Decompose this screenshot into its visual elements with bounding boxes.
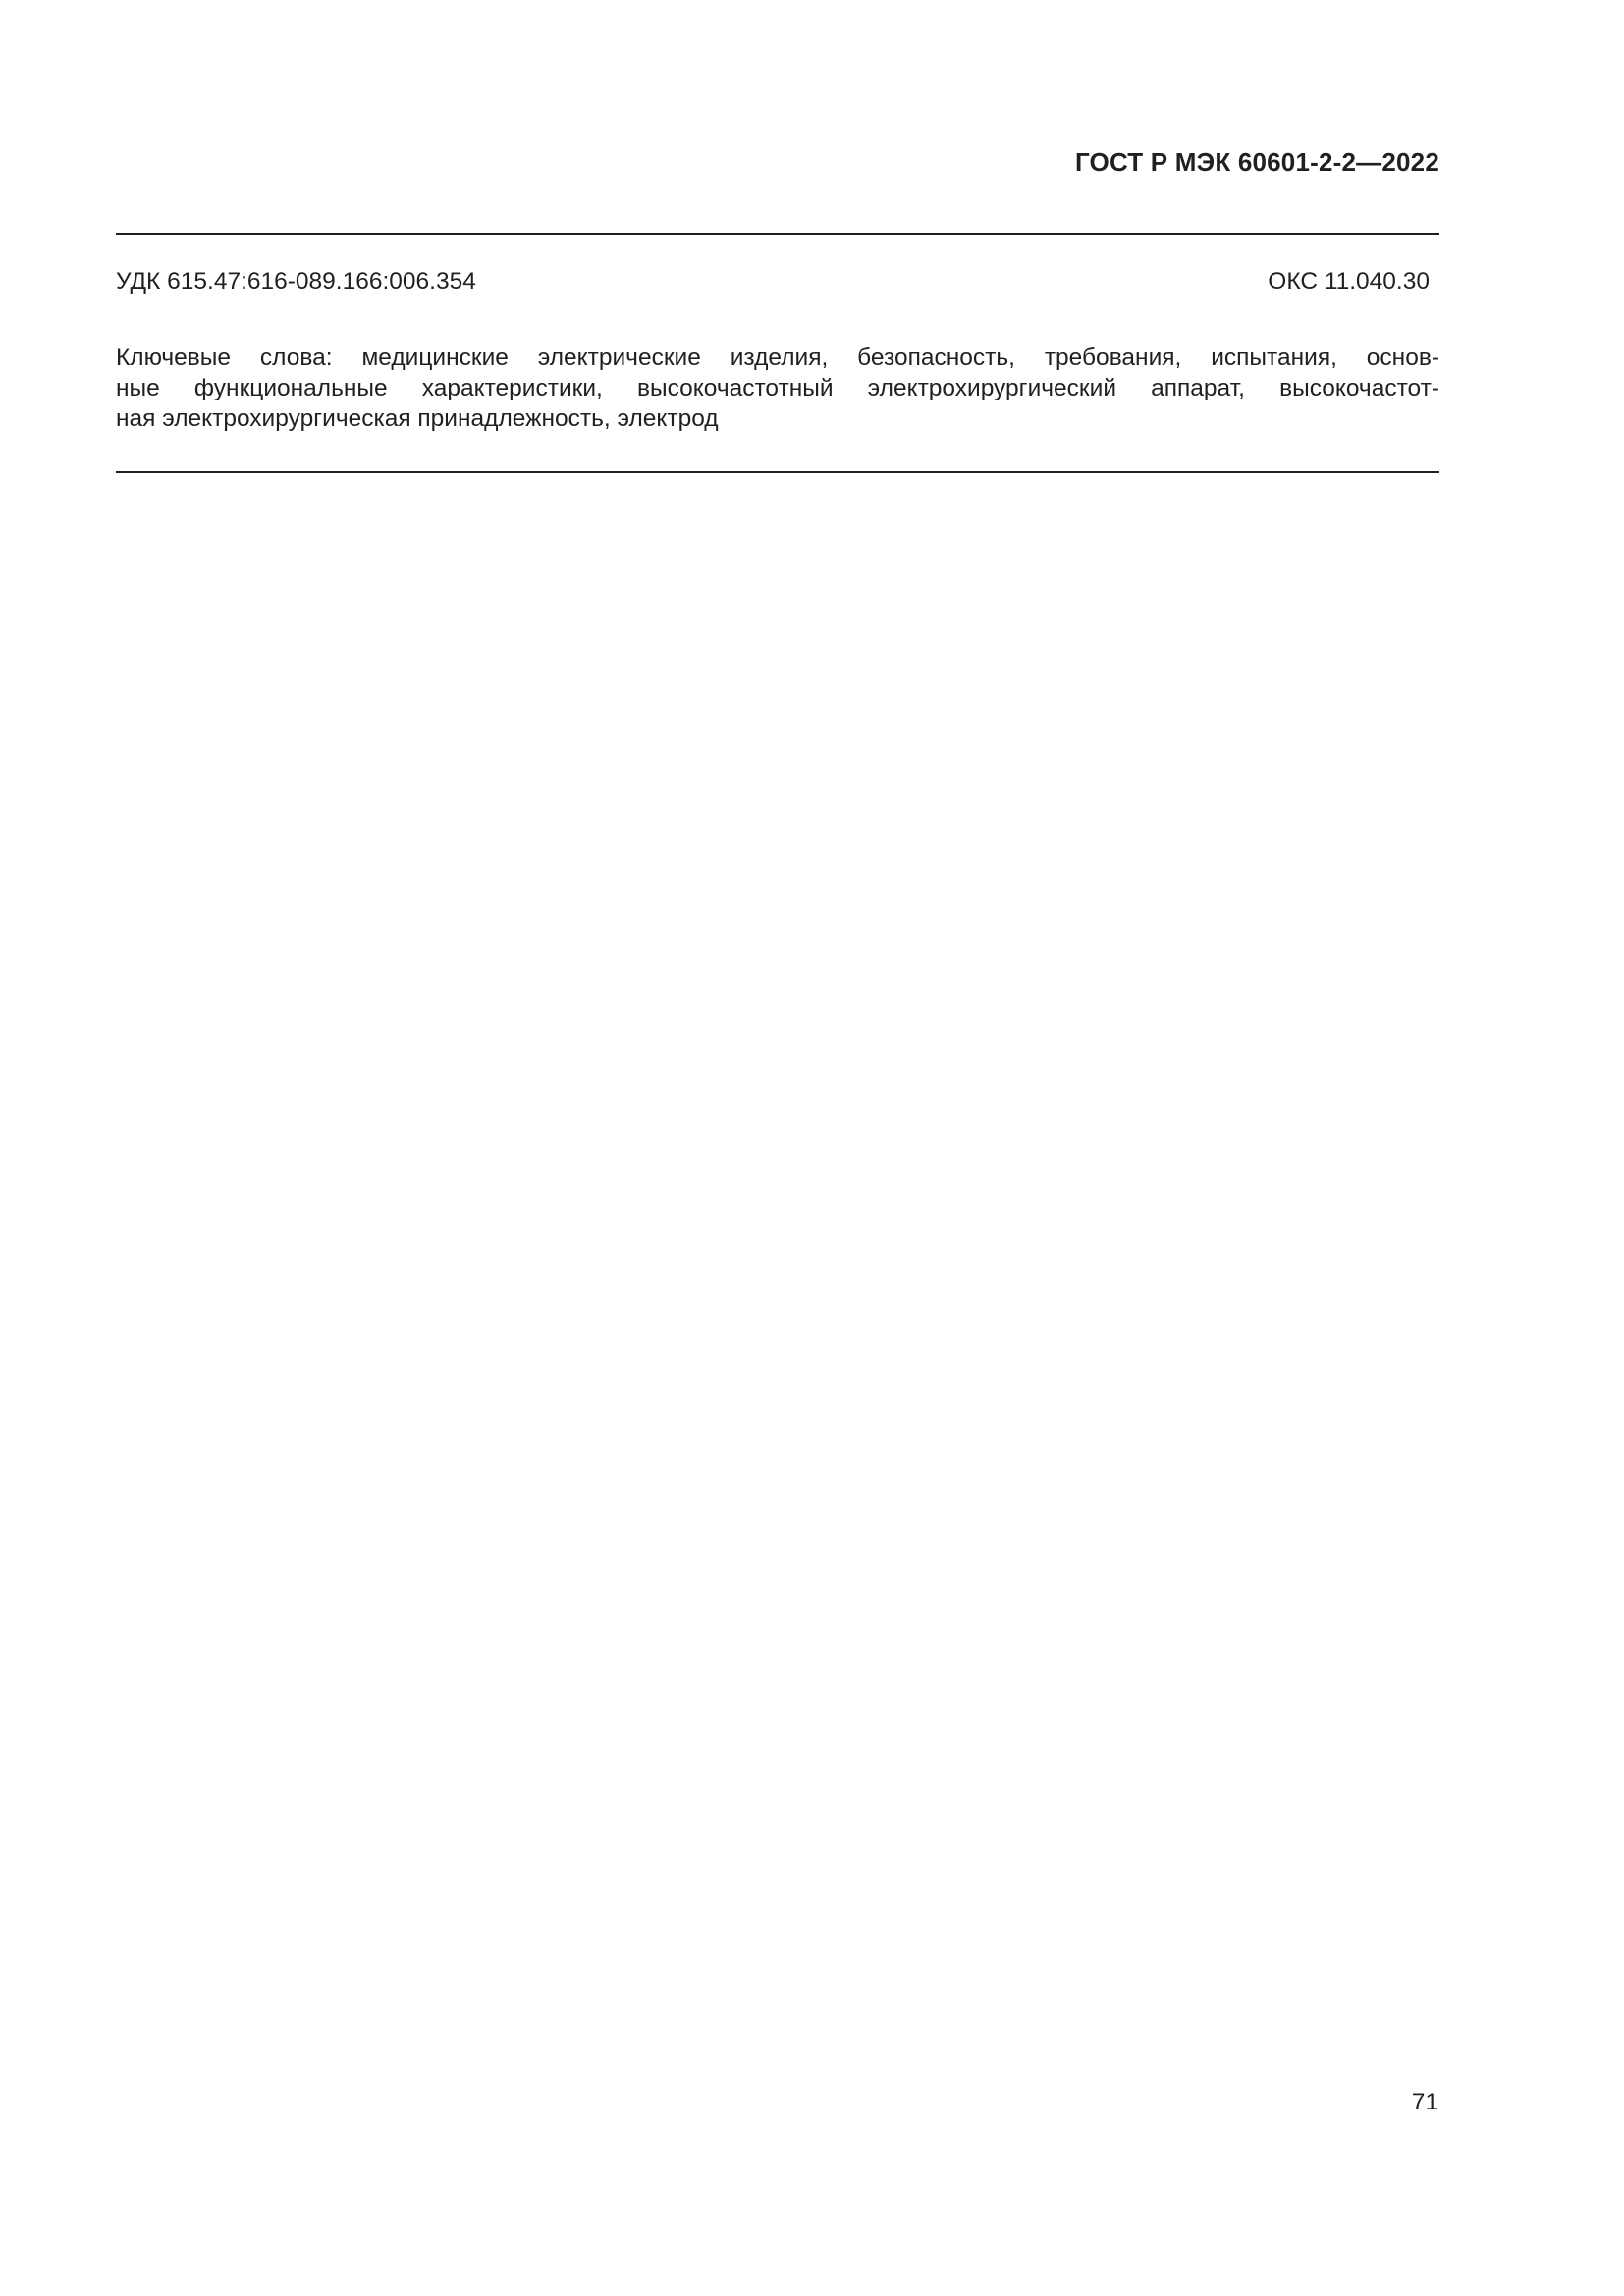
standard-code-header: ГОСТ Р МЭК 60601-2-2—2022 — [1074, 147, 1439, 177]
keywords-line-2: ные функциональные характеристики, высокочастотный электрохирургический аппарат, высокочастот- — [116, 375, 1439, 401]
udk-code: УДК 615.47:616-089.166:006.354 — [116, 268, 476, 294]
top-divider — [116, 233, 1439, 235]
keywords-paragraph — [116, 343, 1439, 434]
bottom-divider — [116, 471, 1439, 473]
keywords-line-1: Ключевые слова: медицинские электрические изделия, безопасность, требования, испытания, основ- — [116, 345, 1439, 371]
page-number: 71 — [1411, 2089, 1438, 2115]
oks-code: ОКС 11.040.30 — [1268, 268, 1430, 294]
keywords-line-3: ная электрохирургическая принадлежность, электрод — [116, 405, 719, 432]
